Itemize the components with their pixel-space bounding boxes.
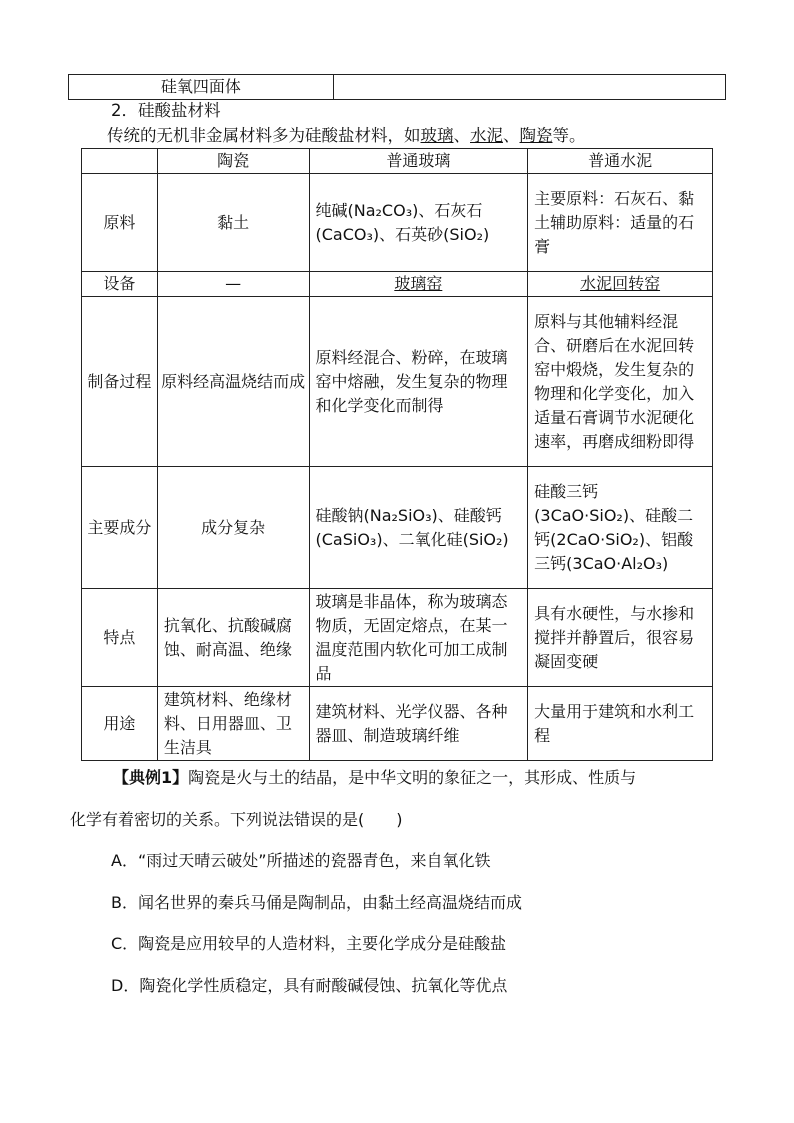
table-header-row (82, 149, 713, 174)
ceramic-cell: 黏土 (157, 174, 309, 272)
materials-table (81, 148, 713, 761)
row-label: 用途 (82, 687, 158, 761)
table-row (82, 467, 713, 589)
cement-cell: 主要原料：石灰石、黏土辅助原料：适量的石膏 (528, 174, 713, 272)
header-glass: 普通玻璃 (309, 149, 528, 174)
header-cement: 普通水泥 (528, 149, 713, 174)
table-row (82, 589, 713, 687)
intro-glass: 玻璃 (420, 126, 454, 145)
example-stem-text: 陶瓷是火与土的结晶，是中华文明的象征之一，其形成、性质与 (188, 768, 637, 787)
top-table (68, 74, 726, 100)
row-label: 主要成分 (82, 467, 158, 589)
table-row (82, 174, 713, 272)
intro-sep-2: 、 (503, 126, 520, 145)
example-stem-line-2: 化学有着密切的关系。下列说法错误的是( ) (70, 810, 403, 829)
intro-prefix: 传统的无机非金属材料多为硅酸盐材料，如 (107, 126, 421, 145)
cement-cell: 原料与其他辅料经混合、研磨后在水泥回转窑中煅烧，发生复杂的物理和化学变化，加入适量石膏调节水泥硬化速率，再磨成细粉即得 (528, 297, 713, 467)
glass-cell: 建筑材料、光学仪器、各种器皿、制造玻璃纤维 (309, 687, 528, 761)
intro-suffix: 等。 (552, 126, 586, 145)
row-label: 制备过程 (82, 297, 158, 467)
intro-sep-1: 、 (453, 126, 470, 145)
example-stem-line-1 (113, 766, 636, 790)
table-row (82, 687, 713, 761)
intro-text (107, 124, 586, 148)
top-table-left-cell: 硅氧四面体 (69, 75, 334, 100)
cement-cell: 水泥回转窑 (528, 272, 713, 297)
row-label: 特点 (82, 589, 158, 687)
section-heading: 2．硅酸盐材料 (111, 101, 221, 120)
option-a: A．“雨过天晴云破处”所描述的瓷器青色，来自氧化铁 (111, 851, 491, 870)
glass-cell: 原料经混合、粉碎，在玻璃窑中熔融，发生复杂的物理和化学变化而制得 (309, 297, 528, 467)
ceramic-cell: 成分复杂 (157, 467, 309, 589)
glass-cell: 硅酸钠(Na₂SiO₃)、硅酸钙(CaSiO₃)、二氧化硅(SiO₂) (309, 467, 528, 589)
top-table-right-cell (333, 75, 725, 100)
option-d: D．陶瓷化学性质稳定，具有耐酸碱侵蚀、抗氧化等优点 (111, 976, 508, 995)
cement-cell: 具有水硬性，与水掺和搅拌并静置后，很容易凝固变硬 (528, 589, 713, 687)
glass-cell: 玻璃是非晶体，称为玻璃态物质，无固定熔点，在某一温度范围内软化可加工成制品 (309, 589, 528, 687)
cement-cell: 大量用于建筑和水利工程 (528, 687, 713, 761)
cement-cell: 硅酸三钙(3CaO·SiO₂)、硅酸二钙(2CaO·SiO₂)、铝酸三钙(3CaO·Al₂O₃) (528, 467, 713, 589)
option-b: B．闻名世界的秦兵马俑是陶制品，由黏土经高温烧结而成 (111, 893, 522, 912)
intro-ceramic: 陶瓷 (519, 126, 553, 145)
header-ceramic: 陶瓷 (157, 149, 309, 174)
row-label: 设备 (82, 272, 158, 297)
example-tag: 【典例1】 (113, 768, 189, 787)
table-row (82, 297, 713, 467)
option-c: C．陶瓷是应用较早的人造材料，主要化学成分是硅酸盐 (111, 934, 507, 953)
ceramic-cell: — (157, 272, 309, 297)
glass-cell: 玻璃窑 (309, 272, 528, 297)
row-label: 原料 (82, 174, 158, 272)
ceramic-cell: 抗氧化、抗酸碱腐蚀、耐高温、绝缘 (157, 589, 309, 687)
header-blank (82, 149, 158, 174)
glass-cell: 纯碱(Na₂CO₃)、石灰石(CaCO₃)、石英砂(SiO₂) (309, 174, 528, 272)
ceramic-cell: 建筑材料、绝缘材料、日用器皿、卫生洁具 (157, 687, 309, 761)
ceramic-cell: 原料经高温烧结而成 (157, 297, 309, 467)
intro-cement: 水泥 (470, 126, 503, 145)
table-row (82, 272, 713, 297)
